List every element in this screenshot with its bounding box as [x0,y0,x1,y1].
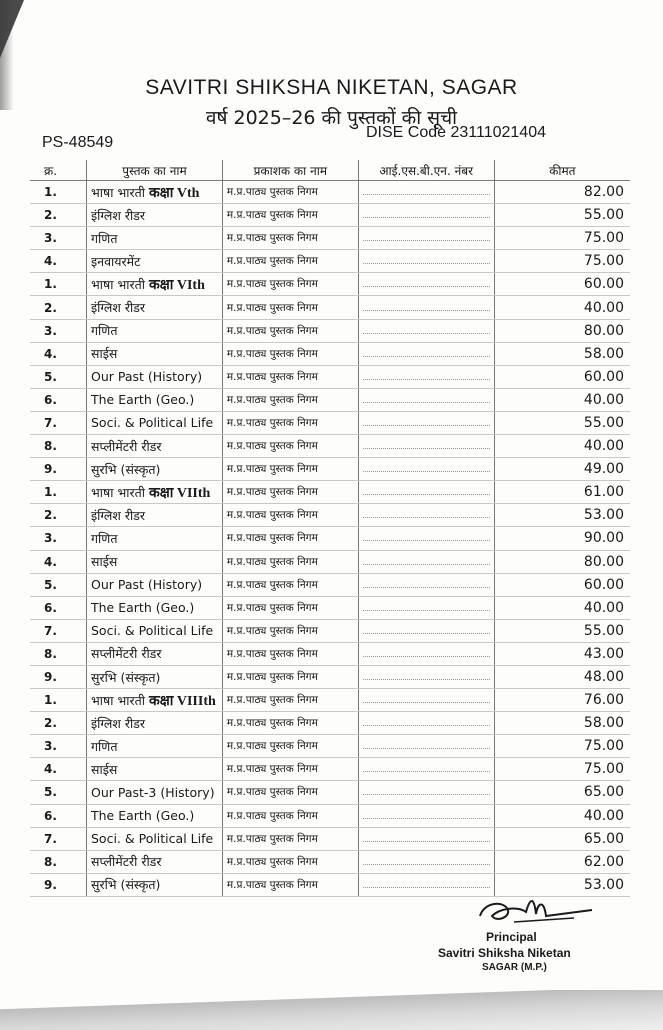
row-book-cell [87,504,223,527]
row-publisher: म.प्र.पाठ्य पुस्तक निगम [222,411,358,434]
row-serial: 5. [30,781,87,804]
row-publisher: म.प्र.पाठ्य पुस्तक निगम [222,781,358,804]
table-row [30,665,630,688]
row-isbn [358,273,494,296]
row-serial: 8. [30,642,87,665]
row-class-label: कक्षा VIth [148,277,205,293]
signature-mark [474,892,594,932]
row-price: 76.00 [494,689,630,712]
row-book-cell [87,804,223,827]
row-serial: 5. [30,365,87,388]
row-book-cell [87,527,223,550]
row-publisher: म.प्र.पाठ्य पुस्तक निगम [222,481,358,504]
row-book-cell [87,435,223,458]
row-book-cell [87,319,223,342]
row-price: 75.00 [494,758,630,781]
isbn-blank-line [363,678,490,680]
col-header-book: पुस्तक का नाम [87,160,223,181]
table-row [30,227,630,250]
row-isbn [358,250,494,273]
isbn-blank-line [363,262,490,264]
row-isbn [358,619,494,642]
row-book-cell [87,227,223,250]
table-row [30,712,630,735]
isbn-blank-line [363,424,490,426]
isbn-blank-line [363,239,490,241]
table-row [30,273,630,296]
row-publisher: म.प्र.पाठ्य पुस्तक निगम [222,712,358,735]
row-publisher: म.प्र.पाठ्य पुस्तक निगम [222,596,358,619]
row-book-name: Our Past (History) [91,369,203,385]
row-book-cell [87,250,223,273]
row-serial: 6. [30,596,87,619]
row-serial: 9. [30,665,87,688]
row-book-name: The Earth (Geo.) [91,392,195,408]
row-price: 40.00 [494,388,630,411]
row-publisher: म.प्र.पाठ्य पुस्तक निगम [222,665,358,688]
row-book-cell [87,181,223,204]
row-book-name: भाषा भारती [91,184,145,200]
isbn-blank-line [363,332,490,334]
row-serial: 4. [30,758,87,781]
row-book-name: साईस [91,554,118,570]
row-book-cell [87,619,223,642]
isbn-blank-line [363,216,490,218]
row-publisher: म.प्र.पाठ्य पुस्तक निगम [222,204,358,227]
table-row [30,181,630,204]
table-row [30,365,630,388]
row-publisher: म.प्र.पाठ्य पुस्तक निगम [222,850,358,873]
isbn-blank-line [363,378,490,380]
row-isbn [358,804,494,827]
table-row [30,504,630,527]
row-price: 58.00 [494,712,630,735]
table-row [30,735,630,758]
row-price: 65.00 [494,827,630,850]
row-book-name: गणित [91,738,118,754]
isbn-blank-line [363,724,490,726]
row-price: 75.00 [494,250,630,273]
table-row [30,689,630,712]
row-book-cell [87,781,223,804]
row-book-name: भाषा भारती [91,276,145,292]
isbn-blank-line [363,355,490,357]
row-serial: 7. [30,827,87,850]
table-row [30,204,630,227]
row-book-cell [87,550,223,573]
table-row [30,411,630,434]
row-publisher: म.प्र.पाठ्य पुस्तक निगम [222,296,358,319]
table-row [30,804,630,827]
row-price: 60.00 [494,273,630,296]
school-title: SAVITRI SHIKSHA NIKETAN, SAGAR [145,76,518,99]
row-publisher: म.प्र.पाठ्य पुस्तक निगम [222,735,358,758]
row-serial: 4. [30,342,87,365]
row-book-cell [87,827,223,850]
row-price: 65.00 [494,781,630,804]
row-serial: 3. [30,227,87,250]
row-price: 40.00 [494,596,630,619]
isbn-blank-line [363,285,490,287]
row-isbn [358,319,494,342]
isbn-blank-line [363,793,490,795]
isbn-blank-line [363,516,490,518]
row-book-cell [87,342,223,365]
table-row [30,388,630,411]
row-isbn [358,411,494,434]
row-publisher: म.प्र.पाठ्य पुस्तक निगम [222,689,358,712]
table-row [30,781,630,804]
isbn-blank-line [363,863,490,865]
table-row [30,342,630,365]
isbn-blank-line [363,632,490,634]
row-book-name: The Earth (Geo.) [91,808,195,824]
table-row [30,758,630,781]
row-serial: 4. [30,250,87,273]
row-publisher: म.प्र.पाठ्य पुस्तक निगम [222,319,358,342]
row-price: 60.00 [494,365,630,388]
table-row [30,319,630,342]
table-row [30,481,630,504]
row-serial: 3. [30,527,87,550]
row-book-name: साईस [91,761,118,777]
row-book-cell [87,411,223,434]
row-isbn [358,550,494,573]
row-serial: 5. [30,573,87,596]
list-subtitle: वर्ष 2025–26 की पुस्तकों की सूची [205,107,458,129]
row-publisher: म.प्र.पाठ्य पुस्तक निगम [222,273,358,296]
col-header-publisher: प्रकाशक का नाम [222,160,358,181]
row-serial: 1. [30,181,87,204]
row-isbn [358,573,494,596]
row-isbn [358,296,494,319]
row-publisher: म.प्र.पाठ्य पुस्तक निगम [222,758,358,781]
row-price: 40.00 [494,435,630,458]
row-price: 53.00 [494,873,630,896]
row-book-name: इंग्लिश रीडर [91,507,145,523]
signatory-school: Savitri Shiksha Niketan [438,946,571,960]
row-isbn [358,735,494,758]
row-serial: 9. [30,873,87,896]
row-price: 49.00 [494,458,630,481]
row-publisher: म.प्र.पाठ्य पुस्तक निगम [222,619,358,642]
table-header-row [30,160,630,181]
row-book-cell [87,204,223,227]
row-price: 53.00 [494,504,630,527]
row-publisher: म.प्र.पाठ्य पुस्तक निगम [222,342,358,365]
row-book-name: इंग्लिश रीडर [91,715,145,731]
row-publisher: म.प्र.पाठ्य पुस्तक निगम [222,827,358,850]
table-row [30,573,630,596]
row-serial: 7. [30,619,87,642]
dise-code: DISE Code 23111021404 [366,124,546,141]
row-publisher: म.प्र.पाठ्य पुस्तक निगम [222,458,358,481]
row-serial: 8. [30,435,87,458]
row-price: 80.00 [494,550,630,573]
row-publisher: म.प्र.पाठ्य पुस्तक निगम [222,388,358,411]
row-price: 62.00 [494,850,630,873]
row-price: 40.00 [494,804,630,827]
isbn-blank-line [363,470,490,472]
row-price: 75.00 [494,735,630,758]
table-row [30,550,630,573]
row-serial: 4. [30,550,87,573]
row-publisher: म.प्र.पाठ्य पुस्तक निगम [222,250,358,273]
isbn-blank-line [363,193,490,195]
row-book-name: सप्लीमेंटरी रीडर [91,646,162,662]
row-class-label: कक्षा VIIIth [148,693,216,709]
row-isbn [358,665,494,688]
ps-code: PS-48549 [42,134,114,151]
isbn-blank-line [363,401,490,403]
row-publisher: म.प्र.पाठ्य पुस्तक निगम [222,804,358,827]
row-book-cell [87,873,223,896]
row-book-name: Soci. & Political Life [91,623,214,639]
table-row [30,596,630,619]
row-isbn [358,712,494,735]
row-serial: 1. [30,273,87,296]
row-publisher: म.प्र.पाठ्य पुस्तक निगम [222,873,358,896]
isbn-blank-line [363,609,490,611]
col-header-isbn: आई.एस.बी.एन. नंबर [358,160,494,181]
row-price: 82.00 [494,181,630,204]
isbn-blank-line [363,447,490,449]
signatory-title: Principal [486,930,537,944]
row-book-name: गणित [91,530,118,546]
page-bottom-edge [0,990,663,1030]
row-isbn [358,527,494,550]
table-body [30,181,630,897]
row-isbn [358,827,494,850]
row-book-cell [87,296,223,319]
row-publisher: म.प्र.पाठ्य पुस्तक निगम [222,550,358,573]
row-price: 48.00 [494,665,630,688]
row-book-name: सुरभि (संस्कृत) [91,669,161,685]
row-price: 55.00 [494,411,630,434]
row-book-cell [87,388,223,411]
row-price: 58.00 [494,342,630,365]
row-book-name: सप्लीमेंटरी रीडर [91,438,162,454]
table-row [30,296,630,319]
row-book-cell [87,365,223,388]
row-publisher: म.प्र.पाठ्य पुस्तक निगम [222,435,358,458]
row-publisher: म.प्र.पाठ्य पुस्तक निगम [222,227,358,250]
row-book-name: गणित [91,323,118,339]
isbn-blank-line [363,886,490,888]
row-serial: 6. [30,804,87,827]
isbn-blank-line [363,586,490,588]
row-isbn [358,204,494,227]
row-serial: 2. [30,504,87,527]
row-isbn [358,435,494,458]
row-publisher: म.प्र.पाठ्य पुस्तक निगम [222,573,358,596]
row-isbn [358,481,494,504]
row-price: 80.00 [494,319,630,342]
row-serial: 1. [30,481,87,504]
row-price: 55.00 [494,619,630,642]
col-header-serial: क्र. [30,160,87,181]
row-class-label: कक्षा Vth [148,185,200,201]
row-price: 55.00 [494,204,630,227]
row-book-cell [87,596,223,619]
row-serial: 9. [30,458,87,481]
row-price: 40.00 [494,296,630,319]
row-book-name: इनवायरमेंट [91,253,141,269]
isbn-blank-line [363,493,490,495]
row-isbn [358,227,494,250]
isbn-blank-line [363,309,490,311]
row-publisher: म.प्र.पाठ्य पुस्तक निगम [222,527,358,550]
table-row [30,435,630,458]
row-book-cell [87,712,223,735]
row-serial: 2. [30,712,87,735]
row-serial: 3. [30,319,87,342]
row-price: 75.00 [494,227,630,250]
table-row [30,527,630,550]
table-row [30,850,630,873]
row-isbn [358,458,494,481]
table-row [30,250,630,273]
table-row [30,827,630,850]
row-serial: 3. [30,735,87,758]
row-book-name: Our Past (History) [91,577,203,593]
row-isbn [358,504,494,527]
row-book-cell [87,481,223,504]
row-book-name: सुरभि (संस्कृत) [91,461,161,477]
isbn-blank-line [363,770,490,772]
row-book-name: Our Past-3 (History) [91,784,215,800]
table-row [30,458,630,481]
row-book-cell [87,689,223,712]
row-isbn [358,689,494,712]
row-book-name: इंग्लिश रीडर [91,207,145,223]
row-book-name: भाषा भारती [91,692,145,708]
row-isbn [358,342,494,365]
row-isbn [358,850,494,873]
row-class-label: कक्षा VIIth [148,485,211,501]
row-book-name: सुरभि (संस्कृत) [91,877,161,893]
row-serial: 7. [30,411,87,434]
row-publisher: म.प्र.पाठ्य पुस्तक निगम [222,365,358,388]
row-serial: 2. [30,296,87,319]
row-book-name: सप्लीमेंटरी रीडर [91,854,162,870]
row-book-cell [87,665,223,688]
row-publisher: म.प्र.पाठ्य पुस्तक निगम [222,181,358,204]
row-book-name: साईस [91,346,118,362]
row-price: 43.00 [494,642,630,665]
isbn-blank-line [363,701,490,703]
row-book-cell [87,758,223,781]
row-book-cell [87,642,223,665]
row-serial: 8. [30,850,87,873]
row-book-cell [87,273,223,296]
row-book-name: Soci. & Political Life [91,831,214,847]
isbn-blank-line [363,539,490,541]
col-header-price: कीमत [494,160,630,181]
row-isbn [358,365,494,388]
table-row [30,619,630,642]
row-book-cell [87,735,223,758]
row-serial: 1. [30,689,87,712]
row-book-name: The Earth (Geo.) [91,600,195,616]
row-isbn [358,181,494,204]
signatory-place: SAGAR (M.P.) [482,962,547,973]
isbn-blank-line [363,817,490,819]
isbn-blank-line [363,655,490,657]
isbn-blank-line [363,840,490,842]
row-book-cell [87,850,223,873]
row-price: 90.00 [494,527,630,550]
row-price: 60.00 [494,573,630,596]
row-isbn [358,781,494,804]
row-price: 61.00 [494,481,630,504]
row-book-name: भाषा भारती [91,484,145,500]
row-publisher: म.प्र.पाठ्य पुस्तक निगम [222,504,358,527]
row-publisher: म.प्र.पाठ्य पुस्तक निगम [222,642,358,665]
row-book-name: इंग्लिश रीडर [91,300,145,316]
table-row [30,642,630,665]
row-book-cell [87,458,223,481]
row-isbn [358,596,494,619]
isbn-blank-line [363,563,490,565]
row-book-cell [87,573,223,596]
row-book-name: गणित [91,230,118,246]
book-list-table [30,160,630,897]
row-serial: 2. [30,204,87,227]
row-book-name: Soci. & Political Life [91,415,214,431]
row-isbn [358,642,494,665]
row-isbn [358,758,494,781]
row-serial: 6. [30,388,87,411]
isbn-blank-line [363,747,490,749]
row-isbn [358,388,494,411]
